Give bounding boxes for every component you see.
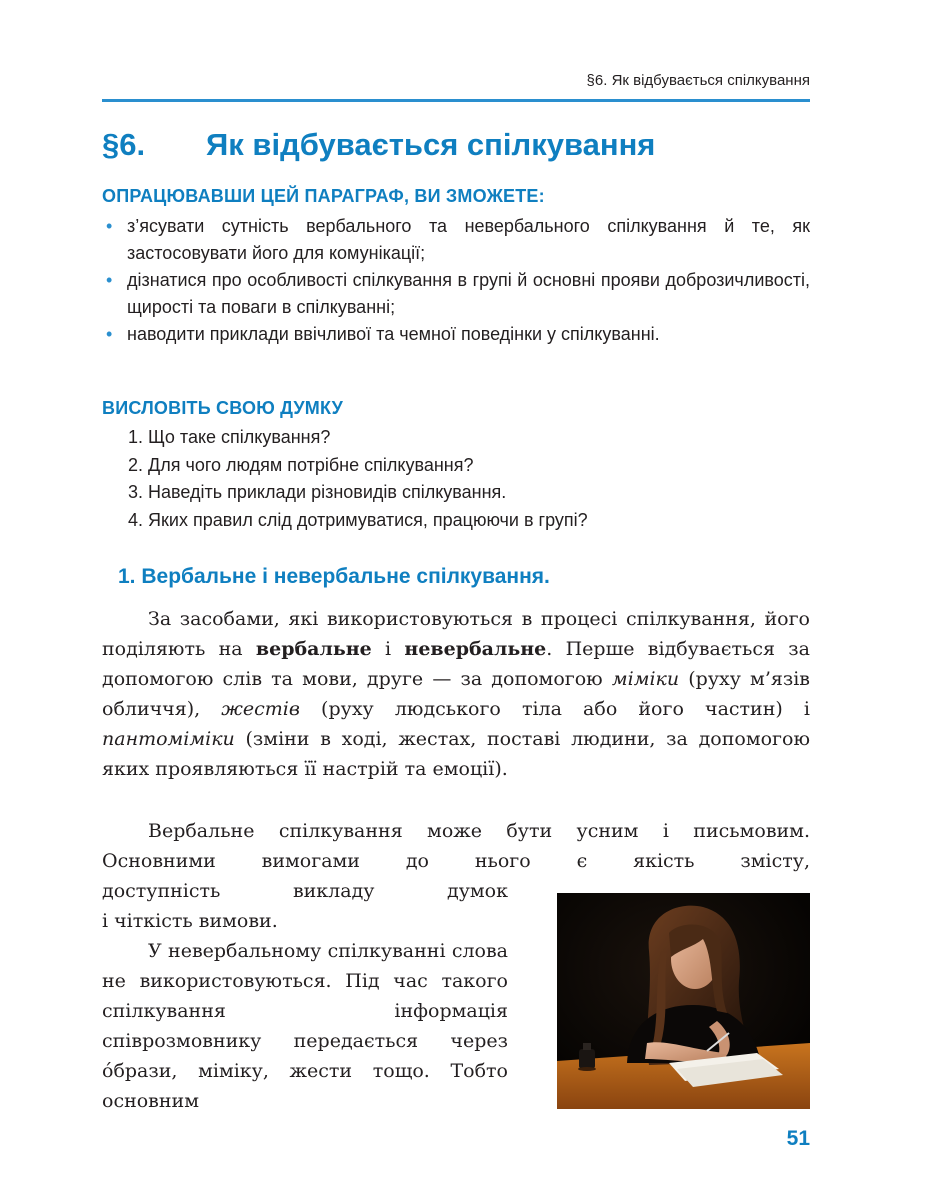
list-item-text: наводити приклади ввічливої та чемної поведінки у спілкуванні. (127, 324, 660, 344)
questions-list (128, 424, 810, 534)
page-title (102, 127, 655, 163)
list-item (106, 267, 810, 321)
paragraph-3: У невербальному спілкуванні слова не використовуються. Під час такого спілкування інформація співрозмовнику передається через óбрази, міміку, жести тощо. Тобто основним (102, 940, 508, 1112)
list-item: 1. Що таке спілкування? (128, 427, 331, 447)
list-item: 4. Яких правил слід дотримуватися, працюючи в групі? (128, 509, 588, 530)
paragraph-2-continued: доступність викладу думок і чіткість вимови. У невербальному спілкуванні слова не використовуються. Під час такого спілкування інформація співрозмовнику передається через óбрази, міміку, жести тощо. Тобто основним (102, 876, 508, 1116)
photo-girl-writing (557, 893, 810, 1109)
opinion-heading: ВИСЛОВІТЬ СВОЮ ДУМКУ (102, 398, 344, 418)
objectives-list (106, 213, 810, 348)
term-verbal: вербальне (255, 638, 372, 660)
title-text: Як відбувається спілкування (206, 127, 656, 162)
section-heading: 1. Вербальне і невербальне спілкування. (118, 565, 550, 588)
term-mimicry: міміки (611, 668, 680, 690)
term-pantomime: пантоміміки (102, 728, 235, 750)
list-item (106, 321, 810, 348)
objectives-heading: ОПРАЦЮВАВШИ ЦЕЙ ПАРАГРАФ, ВИ ЗМОЖЕТЕ: (102, 186, 545, 206)
photo-illustration (557, 893, 810, 1109)
bullet-icon: • (106, 270, 113, 290)
list-item: 3. Наведіть приклади різновидів спілкування. (128, 482, 507, 502)
list-item-text: дізнатися про особливості спілкування в групі й основні прояви доброзичливості, щирості та поваги в спілкуванні; (127, 270, 810, 317)
term-gestures: жестів (221, 698, 300, 720)
paragraph-2: Вербальне спілкування може бути усним і письмовим. Основними вимогами до нього є якість змісту, (102, 820, 810, 872)
term-nonverbal: невербальне (404, 638, 547, 660)
list-item-text: з’ясувати сутність вербального та невербального спілкування й те, як застосовувати його для комунікації; (127, 216, 810, 263)
list-item (106, 213, 810, 267)
paragraph-1: За засобами, які використовуються в процесі спілкування, його поділяють на вербальне і невербальне. Перше відбувається за допомогою слів та мови, друге — за допомогою міміки (руху м’язів обличчя), жестів (руху людського тіла або його частин) і пантоміміки (зміни в ході, жестах, поставі людини, за допомогою яких проявляються її настрій та емоції). (102, 608, 810, 780)
list-item: 2. Для чого людям потрібне спілкування? (128, 454, 474, 475)
running-header: §6. Як відбувається спілкування (586, 72, 810, 89)
title-number: §6. (102, 127, 146, 162)
header-rule (102, 99, 810, 102)
bullet-icon: • (106, 324, 113, 344)
bullet-icon: • (106, 216, 113, 236)
page-number: 51 (786, 1127, 810, 1150)
